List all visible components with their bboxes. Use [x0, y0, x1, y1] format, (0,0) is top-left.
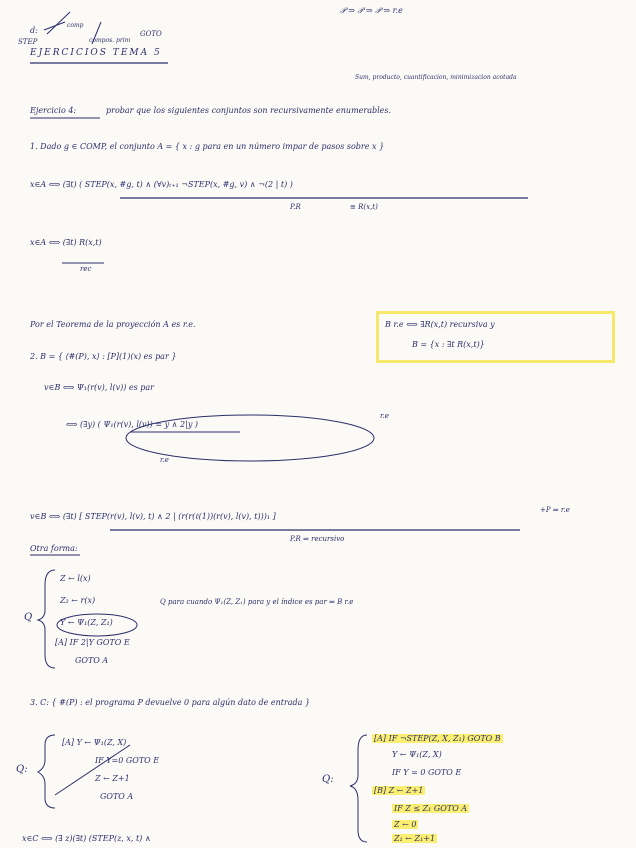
exercise-label: Ejercicio 4:: [30, 106, 77, 115]
q-label-2: Q: [24, 612, 33, 623]
item1-text: 1. Dado g ∈ COMP, el conjunto A = { x : g para en un número impar de pasos sobre x }: [30, 142, 385, 151]
q-right-line: Z ← 0: [394, 820, 417, 829]
diagram-top: 𝒫 ⇒ 𝒫 ⇒ 𝒫 ⇒ r.e: [340, 6, 403, 15]
exercise-statement: probar que los siguientes conjuntos son recursivamente enumerables.: [106, 106, 392, 115]
q-right-line: Y ← Ψ₁(Z, X): [392, 750, 442, 759]
q-line: Y ← Ψ₁(Z, Z₁): [60, 618, 113, 627]
q-line: Z₂ ← r(x): [60, 596, 96, 605]
q-right-line: IF Y = 0 GOTO E: [392, 768, 462, 777]
diagram-comp: comp: [67, 22, 84, 29]
q-left-line: IF Y=0 GOTO E: [95, 756, 160, 765]
diagram-d: d:: [30, 26, 38, 35]
item1-rxt: ≡ R(x,t): [350, 203, 378, 211]
q-left-line: Z ← Z+1: [95, 774, 130, 783]
item1-teorema: Por el Teorema de la proyección A es r.e.: [30, 320, 196, 329]
diagram-compos: compos. prim: [89, 37, 131, 44]
item2-l3: v∈B ⟺ (∃t) [ STEP(r(v), l(v), t) ∧ 2 | (r(r(ℓ(1))(r(v), l(v), t)))₁ ]: [30, 512, 276, 521]
item1-line1: x∈A ⟺ (∃t) ( STEP(x, #g, t) ∧ (∀v)ₜ₊₁ ¬STEP(x, #g, v) ∧ ¬(2 | t) ): [30, 180, 293, 189]
item2-l2: ⟺ (∃y) ( Ψ₁(r(v), l(v)) = y ∧ 2|y ): [66, 420, 198, 429]
q-line: Z ← l(x): [60, 574, 91, 583]
page-title: EJERCICIOS TEMA 5: [30, 48, 162, 58]
q-left-line: [A] Y ← Ψ₁(Z, X): [62, 738, 127, 747]
q-right-line: [A] IF ¬STEP(Z, X, Z₁) GOTO B: [374, 734, 501, 743]
diagram-note: Sum, producto, cuantificacion, minimizacion acotada: [355, 74, 517, 81]
item1-pr: P.R: [290, 203, 301, 211]
box-line2: B = {x : ∃t R(x,t)}: [412, 340, 485, 349]
item3-bottom: x∈C ⟺ (∃ z)(∃t) (STEP(z, x, t) ∧: [22, 834, 151, 843]
diagram-step: STEP: [18, 38, 38, 46]
item3-text: 3. C: { #(P) : el programa P devuelve 0 para algún dato de entrada }: [30, 698, 311, 707]
item2-re2: r.e: [160, 456, 169, 464]
item2-text: 2. B = { ⟨#(P), x⟩ : [P](1)(x) es par }: [30, 352, 177, 361]
q-right-line: [B] Z ← Z+1: [374, 786, 424, 795]
q-label-left: Q:: [16, 764, 28, 775]
item2-re: r.e: [380, 412, 389, 420]
item1-line2: x∈A ⟺ (∃t) R(x,t): [30, 238, 102, 247]
definition-box: [376, 311, 615, 363]
q-note: Q para cuando Ψ₁(Z, Z₁) para y el índice es par ⇒ B r.e: [160, 598, 354, 606]
q-line: [A] IF 2|Y GOTO E: [55, 638, 130, 647]
q-label-right: Q:: [322, 774, 334, 785]
diagram-goto: GOTO: [140, 30, 162, 38]
item2-pr: P.R ⇒ recursivo: [290, 535, 345, 543]
item2-l1: v∈B ⟺ Ψ₁(r(v), l(v)) es par: [44, 383, 154, 392]
box-line1: B r.e ⟺ ∃R(x,t) recursiva y: [385, 320, 495, 329]
q-right-line: IF Z ≤ Z₁ GOTO A: [394, 804, 468, 813]
q-left-line: GOTO A: [100, 792, 134, 801]
item2-tp: +P ⇒ r.e: [540, 506, 570, 514]
item1-rec: rec: [80, 265, 92, 273]
otra-forma: Otra forma:: [30, 544, 78, 553]
q-line: GOTO A: [75, 656, 109, 665]
q-right-line: Z₁ ← Z₁+1: [394, 834, 436, 843]
